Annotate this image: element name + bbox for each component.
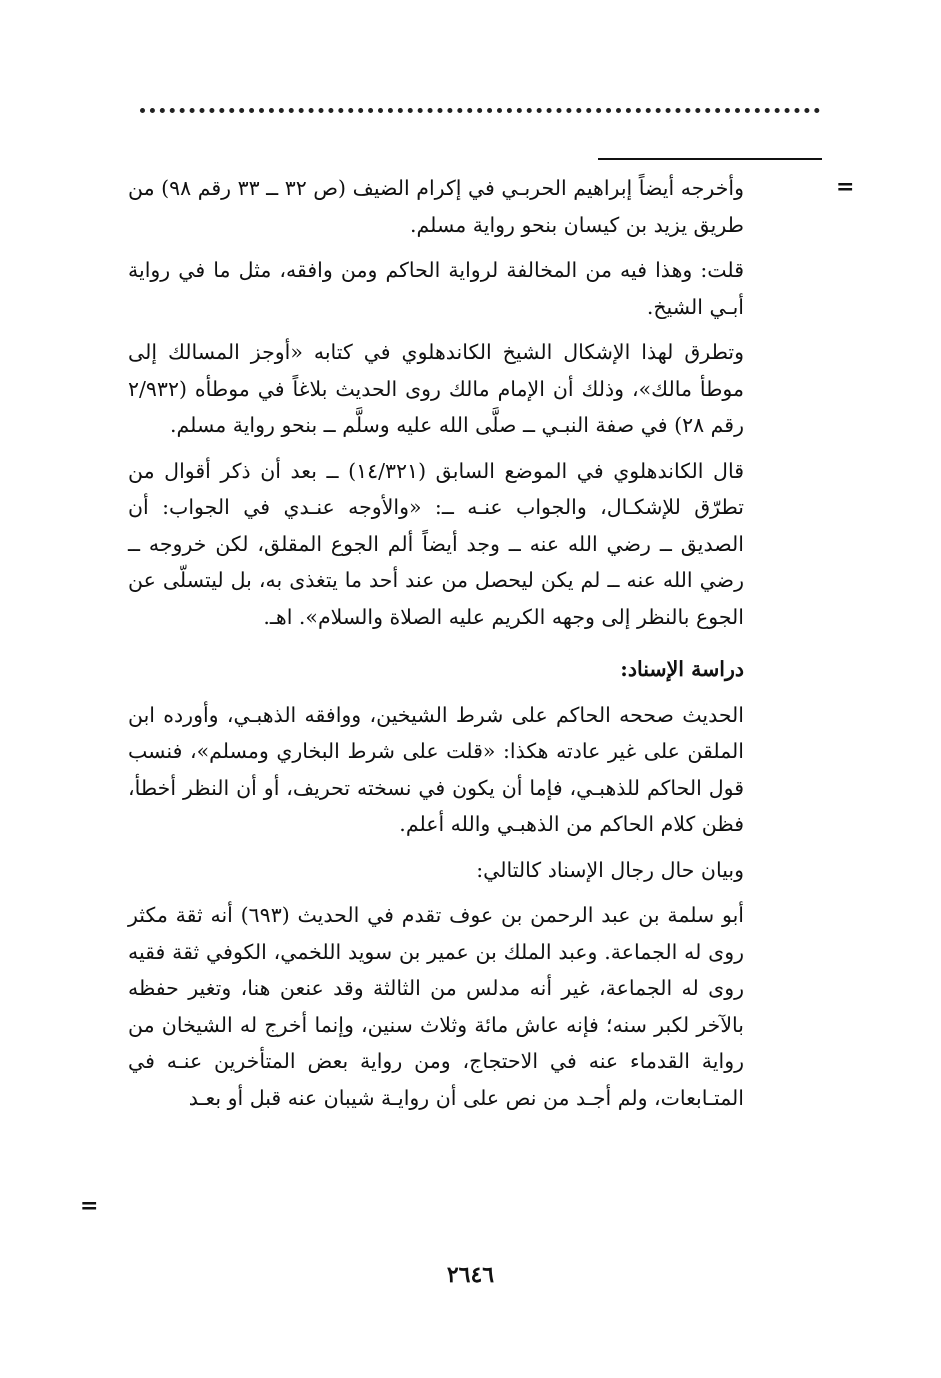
paragraph: أبو سلمة بن عبد الرحمن بن عوف تقدم في الحديث (٦٩٣) أنه ثقة مكثر روى له الجماعة. وعبد الملك بن عمير بن سويد اللخمي، الكوفي ثقة فقيه روى له الجماعة، غير أنه مدلس من الثالثة وقد عنعن هنا، وتغير حفظه بالآخر لكبر سنه؛ فإنه عاش مائة وثلاث سنين، وإنما أخرج له الشيخان من رواية القدماء عنه في الاحتجاج، ومن رواية بعض المتأخرين عنـه في المتـابعات، ولم أجـد من نص على أن روايـة شيبان عنه قبل أو بعـد xyxy=(128,903,744,1110)
paragraph: وتطرق لهذا الإشكال الشيخ الكاندهلوي في كتابه «أوجز المسالك إلى موطأ مالك»، وذلك أن الإمام مالك روى الحديث بلاغاً في موطأه (٢/٩٣٢ رقم ٢٨) في صفة النبـي ــ صلَّى الله عليه وسلَّم ــ بنحو رواية مسلم. xyxy=(128,340,744,437)
paragraph: قلت: وهذا فيه من المخالفة لرواية الحاكم ومن وافقه، مثل ما في رواية أبـي الشيخ. xyxy=(128,258,744,319)
continuation-mark-bottom: = xyxy=(80,1193,99,1219)
footnote-text xyxy=(128,170,744,1116)
footnote-rule xyxy=(598,158,822,160)
dotted-separator xyxy=(140,108,820,113)
paragraph: الحديث صححه الحاكم على شرط الشيخين، ووافقه الذهبـي، وأورده ابن الملقن على غير عادته هكذا: «قلت على شرط البخاري ومسلم»، فنسب قول الحاكم للذهبـي، فإما أن يكون في نسخته تحريف، أو أن النظر أخطأ، فظن كلام الحاكم من الذهبـي والله أعلم. xyxy=(128,702,744,836)
page-number: ٢٦٤٦ xyxy=(446,1262,495,1288)
paragraph: قال الكاندهلوي في الموضع السابق (١٤/٣٢١) ــ بعد أن ذكر أقوال من تطرّق للإشكـال، والجواب عنـه ــ: «والأوجه عنـدي في الجواب: أن الصديق ــ رضي الله عنه ــ وجد أيضاً ألم الجوع المقلق، لكن خروجه ــ رضي الله عنه ــ لم يكن ليحصل من عند أحد ما يتغذى به، بل ليتسلّى عن الجوع بالنظر إلى وجهه الكريم عليه الصلاة والسلام». اهـ. xyxy=(128,458,744,629)
continuation-mark-top: = xyxy=(836,174,855,200)
section-heading: دراسة الإسناد: xyxy=(620,657,744,681)
paragraph: وأخرجه أيضاً إبراهيم الحربـي في إكرام الضيف (ص ٣٢ ــ ٣٣ رقم ٩٨) من طريق يزيد بن كيسان بنحو رواية مسلم. xyxy=(128,176,744,237)
paragraph: وبيان حال رجال الإسناد كالتالي: xyxy=(476,857,744,882)
